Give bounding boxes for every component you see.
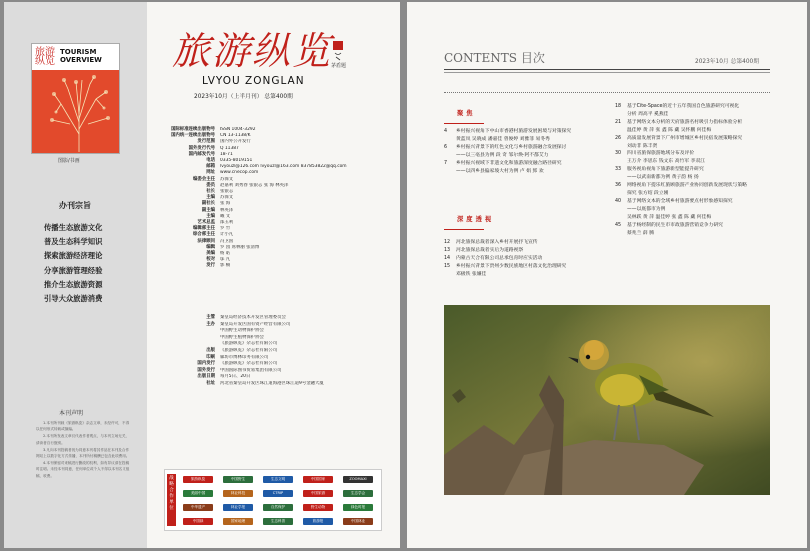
masthead-value: 赵嘉利 刘秀春 张银志 张 海 林英泽 — [220, 182, 289, 188]
masthead-label: 网址 — [206, 170, 215, 176]
partner-logo: 绿色时报 — [343, 504, 373, 511]
partner-logo: 中国旅游 — [303, 490, 333, 497]
masthead-label — [162, 335, 220, 342]
toc-page-number — [444, 271, 456, 279]
toc-title: 探究 张方绍 段立刚 — [627, 190, 669, 196]
masthead-row — [162, 328, 392, 335]
cover-logo: 旅游纵览 — [35, 47, 55, 67]
masthead-label: 社长 — [206, 189, 215, 195]
mission-item: 分享旅游管理经验 — [44, 265, 103, 275]
toc-title: 乡村振兴视域下非遗文化和旅游深度融合路径研究 — [456, 160, 562, 166]
masthead-value: 中国野生动物保护协会 — [220, 328, 264, 334]
masthead-row — [162, 361, 392, 368]
masthead-value: 曦 文 — [220, 213, 231, 219]
masthead-label: 国际标准连续出版物号 — [171, 127, 215, 132]
toc-title: 王万介 李思东 钱文东 高竹军 李双江 — [627, 159, 706, 165]
section-title-perspective: 深度透视 — [457, 216, 495, 223]
toc-entry[interactable] — [444, 152, 614, 160]
masthead-label: 发行 — [206, 263, 215, 269]
toc-focus — [444, 128, 614, 175]
toc-page-number — [615, 127, 627, 135]
partner-logo: 中国绿 — [183, 518, 213, 525]
coral-illustration — [46, 74, 112, 152]
toc-page-number: 40 — [615, 198, 622, 204]
divider — [444, 69, 770, 70]
mission-list — [44, 221, 144, 306]
masthead-value: 《旅游纵览》杂志社有限公司 — [220, 341, 278, 347]
bird-photo — [444, 305, 770, 495]
contents-page — [407, 2, 807, 548]
masthead-value: 中国国际图书贸易集团有限公司 — [220, 367, 282, 373]
masthead-value: 林英泽 — [220, 207, 234, 213]
toc-title: 蔡兆兰 薛 腾 — [627, 230, 655, 236]
toc-entry[interactable] — [615, 198, 775, 206]
toc-page-number — [615, 174, 627, 182]
masthead-value: 廊坊市博林印务有限公司 — [220, 354, 269, 360]
masthead-value: 国内外公开发行 — [220, 139, 251, 145]
toc-entry[interactable] — [615, 182, 775, 190]
toc-entry[interactable] — [615, 230, 775, 238]
masthead-value: 每月5日、20日 — [220, 374, 251, 380]
toc-title: 四川省旅保旅游地域分布及评价 — [627, 151, 695, 157]
toc-page-number — [615, 190, 627, 198]
partner-logo: 国家地理 — [223, 518, 253, 525]
masthead-label: 出版日期 — [197, 374, 215, 380]
statement-text: 1.本刊所刊载《旅游纵览》杂志文章，未经许可，不得以任何形式转载或摘编。 2.本刊所发表文章仅代表作者观点，与本刊立场无关，请读者自行甄别。 3.凡向本刊投稿者视为同意本刊将其作品在本刊及合作网站上以数字化方式传播，本刊所付稿酬已包含此项费用。 4.本刊保留对来稿进行删改的权利，如有异议请在投稿时注明。未经本刊同意，任何单位或个人不得以本刊名义组稿、收费。 — [36, 421, 130, 478]
toc-page-number — [615, 111, 627, 119]
partner-logo: 林业学报 — [223, 504, 253, 511]
calligrapher-signature: 茅盾题 — [331, 63, 347, 69]
masthead-label: 校对 — [206, 257, 215, 263]
toc-page-number — [444, 168, 456, 176]
toc-title: 温佳婷 黄 萍 张 鑫 陈 藏 吴怀鹏 何佳梅 — [627, 127, 712, 133]
masthead-row — [162, 381, 392, 388]
toc-page-number: 7 — [444, 160, 448, 166]
section-title-focus: 聚焦 — [457, 110, 476, 117]
masthead-value: Q 11387 — [220, 145, 239, 151]
mission-item: 推介生态旅游资源 — [44, 279, 103, 289]
partner-logo: 林业科技 — [223, 490, 253, 497]
toc-title: 吴林跃 黄 萍 温佳婷 张 鑫 陈 藏 何佳梅 — [627, 214, 712, 220]
toc-title: 河北旅保总裁者实后为道路视察 — [456, 247, 524, 253]
masthead-value: 苏保文 — [220, 195, 234, 201]
toc-page-number — [444, 136, 456, 144]
masthead-value: CN 13-1138/K — [220, 133, 251, 139]
masthead-value: www.cnecop.com — [220, 170, 259, 176]
masthead-label: 国外发行代号 — [188, 145, 215, 151]
issue-info: 2023年10月（上半月刊） 总第400期 — [194, 94, 293, 100]
toc-page-number — [615, 214, 627, 222]
masthead-value: 杨 皓 — [220, 251, 231, 257]
partner-logo: 中国野生 — [223, 476, 253, 483]
toc-page-number — [615, 158, 627, 166]
toc-page-number: 13 — [444, 247, 451, 253]
toc-page-number: 4 — [444, 129, 448, 134]
masthead-page — [4, 2, 400, 548]
masthead-value: 《旅游纵览》杂志社有限公司 — [220, 361, 278, 367]
toc-title: 服务视角视角下旅游新型能提升研究 — [627, 167, 704, 173]
toc-page-number: 33 — [615, 167, 622, 173]
masthead-value: 冯卫国 — [220, 238, 234, 244]
masthead-row — [162, 341, 392, 348]
masthead-label: 主办 — [206, 321, 215, 327]
toc-entry[interactable] — [444, 160, 614, 168]
toc-title: 网络视角下提乐红旅顾旅游产业协同创新发展现状与策略 — [627, 183, 747, 189]
toc-title: 分析 周高平 奚燕佳 — [627, 111, 669, 117]
toc-entry[interactable] — [615, 158, 775, 166]
masthead-label: 主管 — [206, 315, 215, 320]
seal-stamp — [331, 40, 345, 62]
toc-entry[interactable] — [444, 263, 614, 271]
partners-box — [164, 469, 382, 531]
toc-entry[interactable] — [615, 174, 775, 182]
masthead-label: 综合部主任 — [193, 232, 215, 238]
masthead-row — [162, 322, 392, 329]
masthead-row — [162, 315, 392, 322]
statement-title: 本刊声明 — [59, 410, 84, 417]
toc-title: 高质量发展背景下广州市增城区乡村民宿发展策略探究 — [627, 135, 743, 141]
masthead-label: 主编 — [206, 195, 215, 201]
masthead-value: 秦皇岛经济技术开发区管理委员会 — [220, 315, 286, 320]
masthead-label: 主编 — [206, 213, 215, 219]
masthead-value: 罗 竹 — [220, 226, 231, 232]
toc-title: 河北旅保总裁者深入乡村开展抒飞宣传 — [456, 240, 538, 245]
divider — [444, 92, 770, 93]
masthead-value: 河北省秦皇岛开发区珠江道海港区珠江道9号金融大厦 — [220, 380, 324, 386]
masthead-label: 邮箱 — [206, 164, 215, 170]
toc-entry[interactable] — [615, 111, 775, 119]
partner-logo: ZOOMAXI — [343, 476, 373, 483]
partner-logo: 中华遗产 — [183, 504, 213, 511]
masthead-row — [162, 335, 392, 342]
toc-entry[interactable] — [615, 222, 775, 230]
toc-page-number: 14 — [444, 255, 451, 261]
toc-entry[interactable] — [615, 143, 775, 151]
masthead-row — [162, 263, 392, 269]
toc-page-number — [615, 143, 627, 151]
toc-page-number — [615, 230, 627, 238]
toc-page-number: 30 — [615, 151, 622, 157]
masthead-info — [162, 127, 392, 270]
masthead-value: 张银志 — [220, 189, 234, 195]
masthead-label: 编辑 — [206, 244, 215, 250]
toc-page-number: 36 — [615, 183, 622, 189]
masthead-value: 《旅游纵览》杂志社有限公司 — [220, 347, 278, 353]
partner-logo: 生态学会 — [343, 490, 373, 497]
masthead-label: 发行范围 — [197, 139, 215, 145]
partner-logo: CTRIP — [263, 490, 293, 497]
toc-page-number — [444, 152, 456, 160]
partner-logo: 美丽中国 — [183, 490, 213, 497]
toc-title: ——以武南新都为例 黄子韵 杨 扬 — [627, 175, 699, 181]
masthead-value: 计小凡 — [220, 232, 234, 238]
mission-heading: 办刊宗旨 — [59, 201, 91, 210]
contents-title: CONTENTS 目次 — [444, 51, 545, 65]
masthead-value: 罗 园 席林丽 张清博 — [220, 244, 260, 250]
masthead-value: 18-71 — [220, 151, 233, 157]
partner-logo: 自然保护 — [263, 504, 293, 511]
masthead-label: 出版 — [206, 347, 215, 353]
masthead-label — [162, 341, 220, 348]
toc-title: ——以四乡县偏家坡大村为例 卢 娟 郅 欢 — [456, 168, 544, 174]
toc-title: 邓极铁 张嫌佳 — [456, 271, 487, 277]
masthead-label: 国内统一连续出版物号 — [171, 133, 215, 139]
partner-logo: 生态科普 — [263, 518, 293, 525]
toc-page-number: 15 — [444, 263, 451, 269]
masthead-value: 邬 凡 — [220, 257, 231, 263]
toc-title: 乡村振兴视角下中山市香港村旅游发展困境与对策探究 — [456, 129, 572, 134]
toc-title: ——以三亳县为例 段 奇 邹尔焕·阿不都艾力 — [456, 152, 549, 158]
magazine-title: 旅游纵览 — [172, 29, 333, 73]
masthead-value: lvyouzl@126.com lvyouzl@163.com 837853822@qq.com — [220, 164, 347, 170]
partner-logo: 中国林业 — [343, 518, 373, 525]
masthead-label: 编委会主任 — [193, 176, 215, 182]
partners-tag: 战略合作单位 — [167, 474, 176, 526]
toc-perspective — [444, 239, 614, 279]
partner-logo: 旅游纵览 — [183, 476, 213, 483]
masthead-value: 张 海 — [220, 201, 231, 207]
masthead-label: 艺术总监 — [197, 220, 215, 226]
toc-title: ——以底都市为例 — [627, 206, 666, 212]
toc-entry[interactable] — [444, 247, 614, 255]
toc-title: 乡村振兴背景下贵州少数民族地区村落文化治理研究 — [456, 263, 567, 269]
masthead-value: 0335-8019151 — [220, 158, 253, 164]
partner-logo: 旅游报 — [303, 518, 333, 525]
masthead-value: 邵玉利 — [220, 220, 234, 226]
cover-thumbnail — [31, 43, 120, 154]
toc-title: 刘动非 陈丰贤 — [627, 143, 658, 149]
masthead-label: 电话 — [206, 158, 215, 164]
toc-entry[interactable] — [444, 168, 614, 176]
masthead-label: 委员 — [206, 182, 215, 188]
toc-title: 基于网络文本分析的天府旅游名村吸引力指标体验分析 — [627, 119, 743, 125]
masthead-value: ISSN 1004-3292 — [220, 127, 256, 132]
mission-item: 传播生态旅游文化 — [44, 223, 103, 232]
toc-entry[interactable] — [615, 135, 775, 143]
toc-entry[interactable] — [615, 119, 775, 127]
toc-entry[interactable] — [444, 128, 614, 136]
toc-entry[interactable] — [444, 144, 614, 152]
masthead-label: 编辑部主任 — [193, 226, 215, 232]
toc-entry[interactable] — [444, 255, 614, 263]
divider — [444, 72, 770, 73]
masthead-row — [162, 374, 392, 381]
masthead-label: 国外发行 — [197, 367, 215, 373]
toc-title: 基于杨经制的民生市市政旅游营销竞争力研究 — [627, 222, 723, 228]
masthead-label: 国内发行 — [197, 361, 215, 367]
toc-entry[interactable] — [615, 190, 775, 198]
toc-title: 乡村振兴背景下的红色文化与乡村旅游融合发展探讨 — [456, 144, 567, 150]
toc-page-number: 6 — [444, 144, 448, 150]
masthead-label — [162, 328, 220, 335]
masthead-value: 郭 楠 — [220, 263, 231, 269]
toc-entry[interactable] — [444, 239, 614, 247]
toc-page-number: 26 — [615, 135, 622, 141]
toc-title: 基于网络文本的全域乡村旅游要点村形象感知探究 — [627, 198, 733, 204]
masthead-label: 法律顾问 — [197, 238, 215, 244]
cover-title-en: TOURISM OVERVIEW — [60, 48, 102, 64]
toc-entry[interactable] — [615, 206, 775, 214]
masthead-value: 苏保文 — [220, 176, 234, 182]
masthead-label: 副主编 — [201, 207, 215, 213]
partner-logo: 野生动物 — [303, 504, 333, 511]
mission-item: 普及生态科学知识 — [44, 237, 103, 247]
toc-page-number: 45 — [615, 222, 622, 228]
toc-research — [615, 103, 775, 237]
toc-title: 黄蓝岚 吴晓成 潘嘉佳 曾俊婷 刘雅菲 易冬秀 — [456, 136, 550, 142]
contents-issue-info: 2023年10月 总第400期 — [695, 59, 760, 65]
masthead-value: 中国野生植物保护协会 — [220, 334, 264, 340]
toc-entry[interactable] — [444, 136, 614, 144]
toc-page-number — [615, 206, 627, 214]
masthead-row — [162, 348, 392, 355]
masthead-label: 副社长 — [201, 201, 215, 207]
toc-page-number: 18 — [615, 104, 622, 109]
masthead-label: 美编 — [206, 251, 215, 257]
masthead-label: 社址 — [206, 380, 215, 386]
mission-item: 探索旅游经济理论 — [44, 251, 103, 261]
toc-page-number: 21 — [615, 119, 622, 125]
toc-entry[interactable] — [615, 103, 775, 111]
masthead-label: 国内邮发代号 — [188, 151, 215, 157]
toc-entry[interactable] — [615, 214, 775, 222]
masthead-value: 秦皇岛开发区国有资产经营有限公司 — [220, 321, 291, 327]
toc-entry[interactable] — [615, 127, 775, 135]
publisher-info — [162, 315, 392, 388]
magazine-title-pinyin: LVYOU ZONGLAN — [202, 75, 305, 87]
toc-title: 内蒙古天合有限公司总承包育时应实活动 — [456, 255, 543, 261]
partner-logo: 生态文明 — [263, 476, 293, 483]
partner-logo: 中国国家 — [303, 476, 333, 483]
toc-page-number: 12 — [444, 240, 451, 245]
toc-entry[interactable] — [444, 271, 614, 279]
cover-caption: 图影/书画 — [58, 158, 80, 164]
toc-entry[interactable] — [615, 150, 775, 158]
mission-item: 引导大众旅游消费 — [44, 294, 103, 304]
toc-entry[interactable] — [615, 166, 775, 174]
toc-title: 基于Cite-Space的近十五年我国自色旅游研究可视化 — [627, 104, 740, 109]
masthead-label: 印刷 — [206, 354, 215, 360]
